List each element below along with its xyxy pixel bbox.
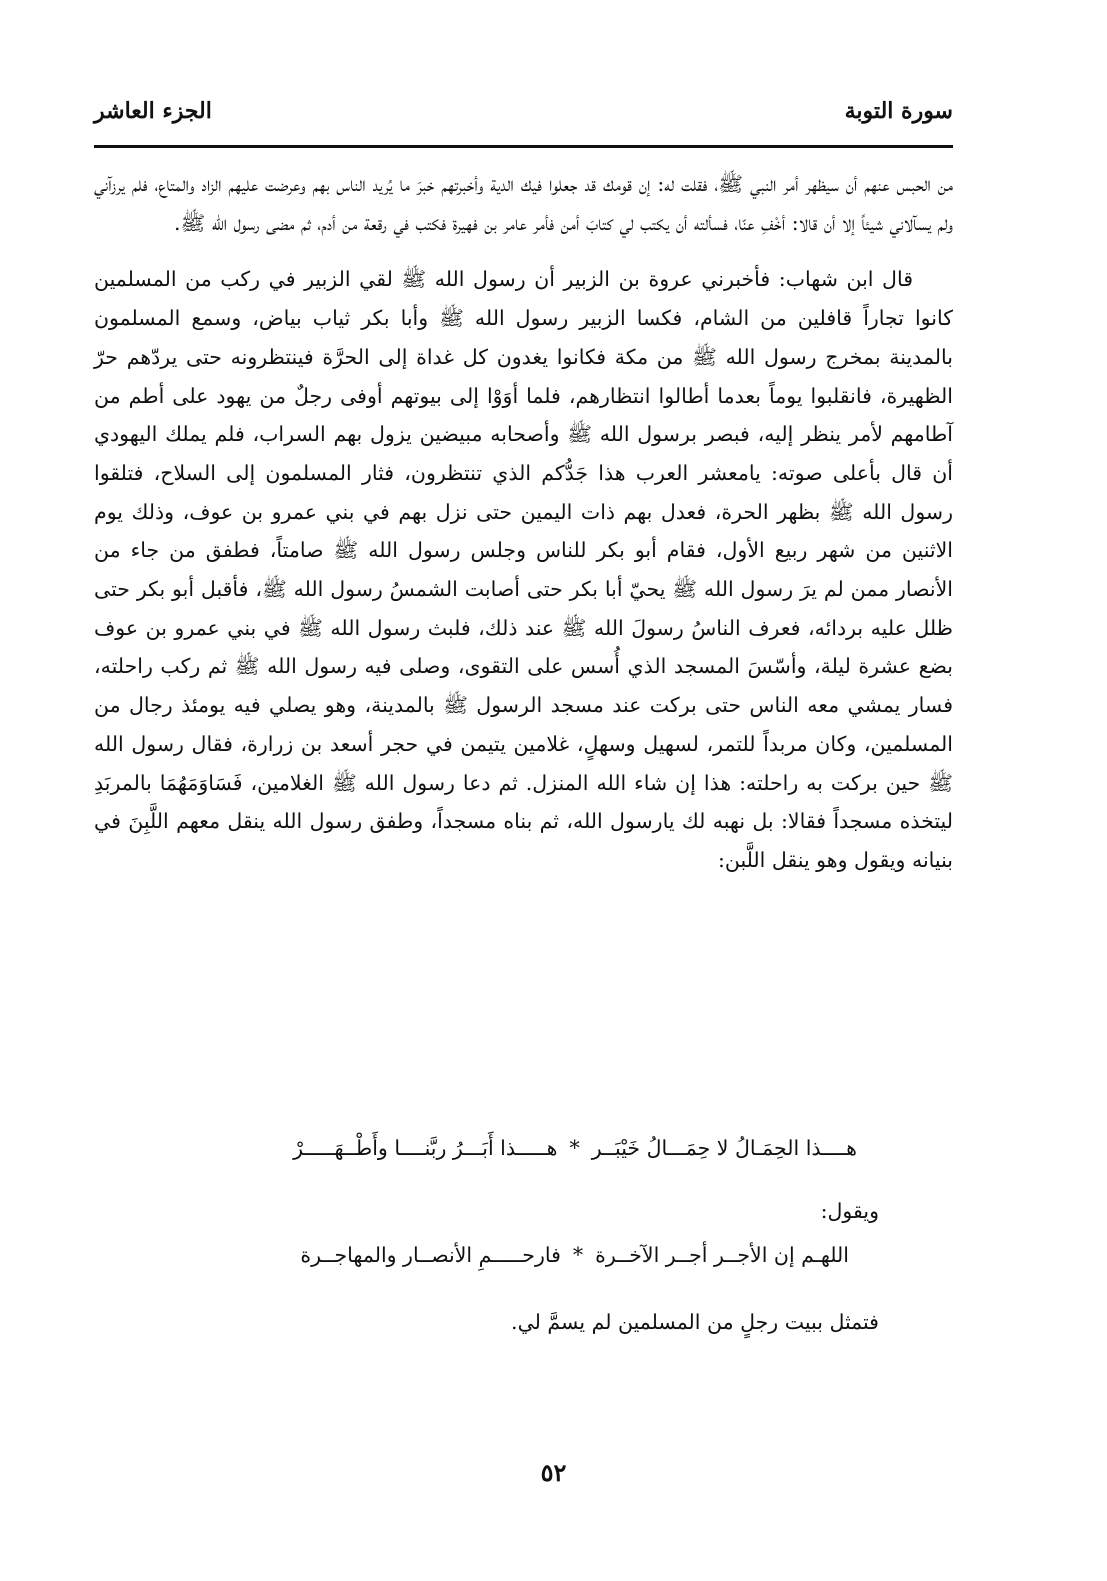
verse-hemistich-left: هـــــذا أَبَـــرُ ربَّنــــا وأَطْــهَـــــرْ [293, 1136, 558, 1160]
verse-separator: * [572, 1243, 584, 1267]
paragraph: قال ابن شهاب: فأخبرني عروة بن الزبير أن رسول الله ﷺ لقي الزبير في ركب من المسلمين كانوا تجاراً قافلين من الشام، فكسا الزبير رسول الله ﷺ وأبا بكر ثياب بياض، وسمع المسلمون بالمدينة بمخرج رسول الله ﷺ من مكة فكانوا يغدون كل غداة إلى الحرَّة فينتظرونه حتى يردّهم حرّ الظهيرة، فانقلبوا يوماً بعدما أطالوا انتظارهم، فلما أوَوْا إلى بيوتهم أوفى رجلٌ من يهود على أطم من آطامهم لأمر ينظر إليه، فبصر برسول الله ﷺ وأصحابه مبيضين يزول بهم السراب، فلم يملك اليهودي أن قال بأعلى صوته: يامعشر العرب هذا جَدُّكم الذي تنتظرون، فثار المسلمون إلى السلاح، فتلقوا رسول الله ﷺ بظهر الحرة، فعدل بهم ذات اليمين حتى نزل بهم في بني عمرو بن عوف، وذلك يوم الاثنين من شهر ربيع الأول، فقام أبو بكر للناس وجلس رسول الله ﷺ صامتاً، فطفق من جاء من الأنصار ممن لم يرَ رسول الله ﷺ يحيّ أبا بكر حتى أصابت الشمسُ رسول الله ﷺ، فأقبل أبو بكر حتى ظلل عليه بردائه، فعرف الناسُ رسولَ الله ﷺ عند ذلك، فلبث رسول الله ﷺ في بني عمرو بن عوف بضع عشرة ليلة، وأسّسَ المسجد الذي أُسس على التقوى، وصلى فيه رسول الله ﷺ ثم ركب راحلته، فسار يمشي معه الناس حتى بركت عند مسجد الرسول ﷺ بالمدينة، وهو يصلي فيه يومئذ رجال من المسلمين، وكان مربداً للتمر، لسهيل وسهلٍ، غلامين يتيمن في حجر أسعد بن زرارة، فقال رسول الله ﷺ حين بركت به راحلته: هذا إن شاء الله المنزل. ثم دعا رسول الله ﷺ الغلامين، فَسَاوَمَهُمَا بالمربَدِ ليتخذه مسجداً فقالا: بل نهبه لك يارسول الله، ثم بناه مسجداً، وطفق رسول الله ينقل معهم اللَّبِنَ في بنيانه ويقول وهو ينقل اللَّبن: [94, 267, 953, 872]
header-rule [94, 145, 953, 148]
paragraph: من الحبس عنهم أن سيظهر أمر النبي ﷺ، فقلت له: إن قومك قد جعلوا فيك الدية وأخبرتهم خبرَ ما يُريد الناس بهم وعرضت عليهم الزاد والمتاع، فلم يرزآني ولم يسآلاني شيئاً إلا أن قالا: أخْفِ عنّا، فسألته أن يكتب لي كتابَ أمن فأمر عامر بن فهيرة فكتب في رقعة من أدم، ثم مضى رسول الله ﷺ. [94, 172, 953, 235]
part-title: الجزء العاشر [94, 98, 212, 124]
poem-verse [300, 1243, 849, 1267]
page-number: ٥٢ [540, 1458, 567, 1487]
verse-hemistich-right: اللهـم إن الأجــر أجــر الآخــرة [595, 1243, 849, 1267]
says-label: ويقول: [820, 1199, 879, 1223]
verse-hemistich-right: هــــذا الحِمَـالُ لا حِمَـــالُ خَيْبَــر [591, 1136, 857, 1160]
main-text [94, 165, 953, 880]
surah-title: سورة التوبة [844, 98, 953, 124]
closing-line: فتمثل ببيت رجلٍ من المسلمين لم يسمَّ لي. [511, 1310, 879, 1334]
poem-verse [293, 1136, 857, 1160]
verse-hemistich-left: فارحـــــمِ الأنصــار والمهاجــرة [300, 1243, 561, 1267]
page-header [94, 98, 953, 138]
verse-separator: * [569, 1136, 580, 1160]
